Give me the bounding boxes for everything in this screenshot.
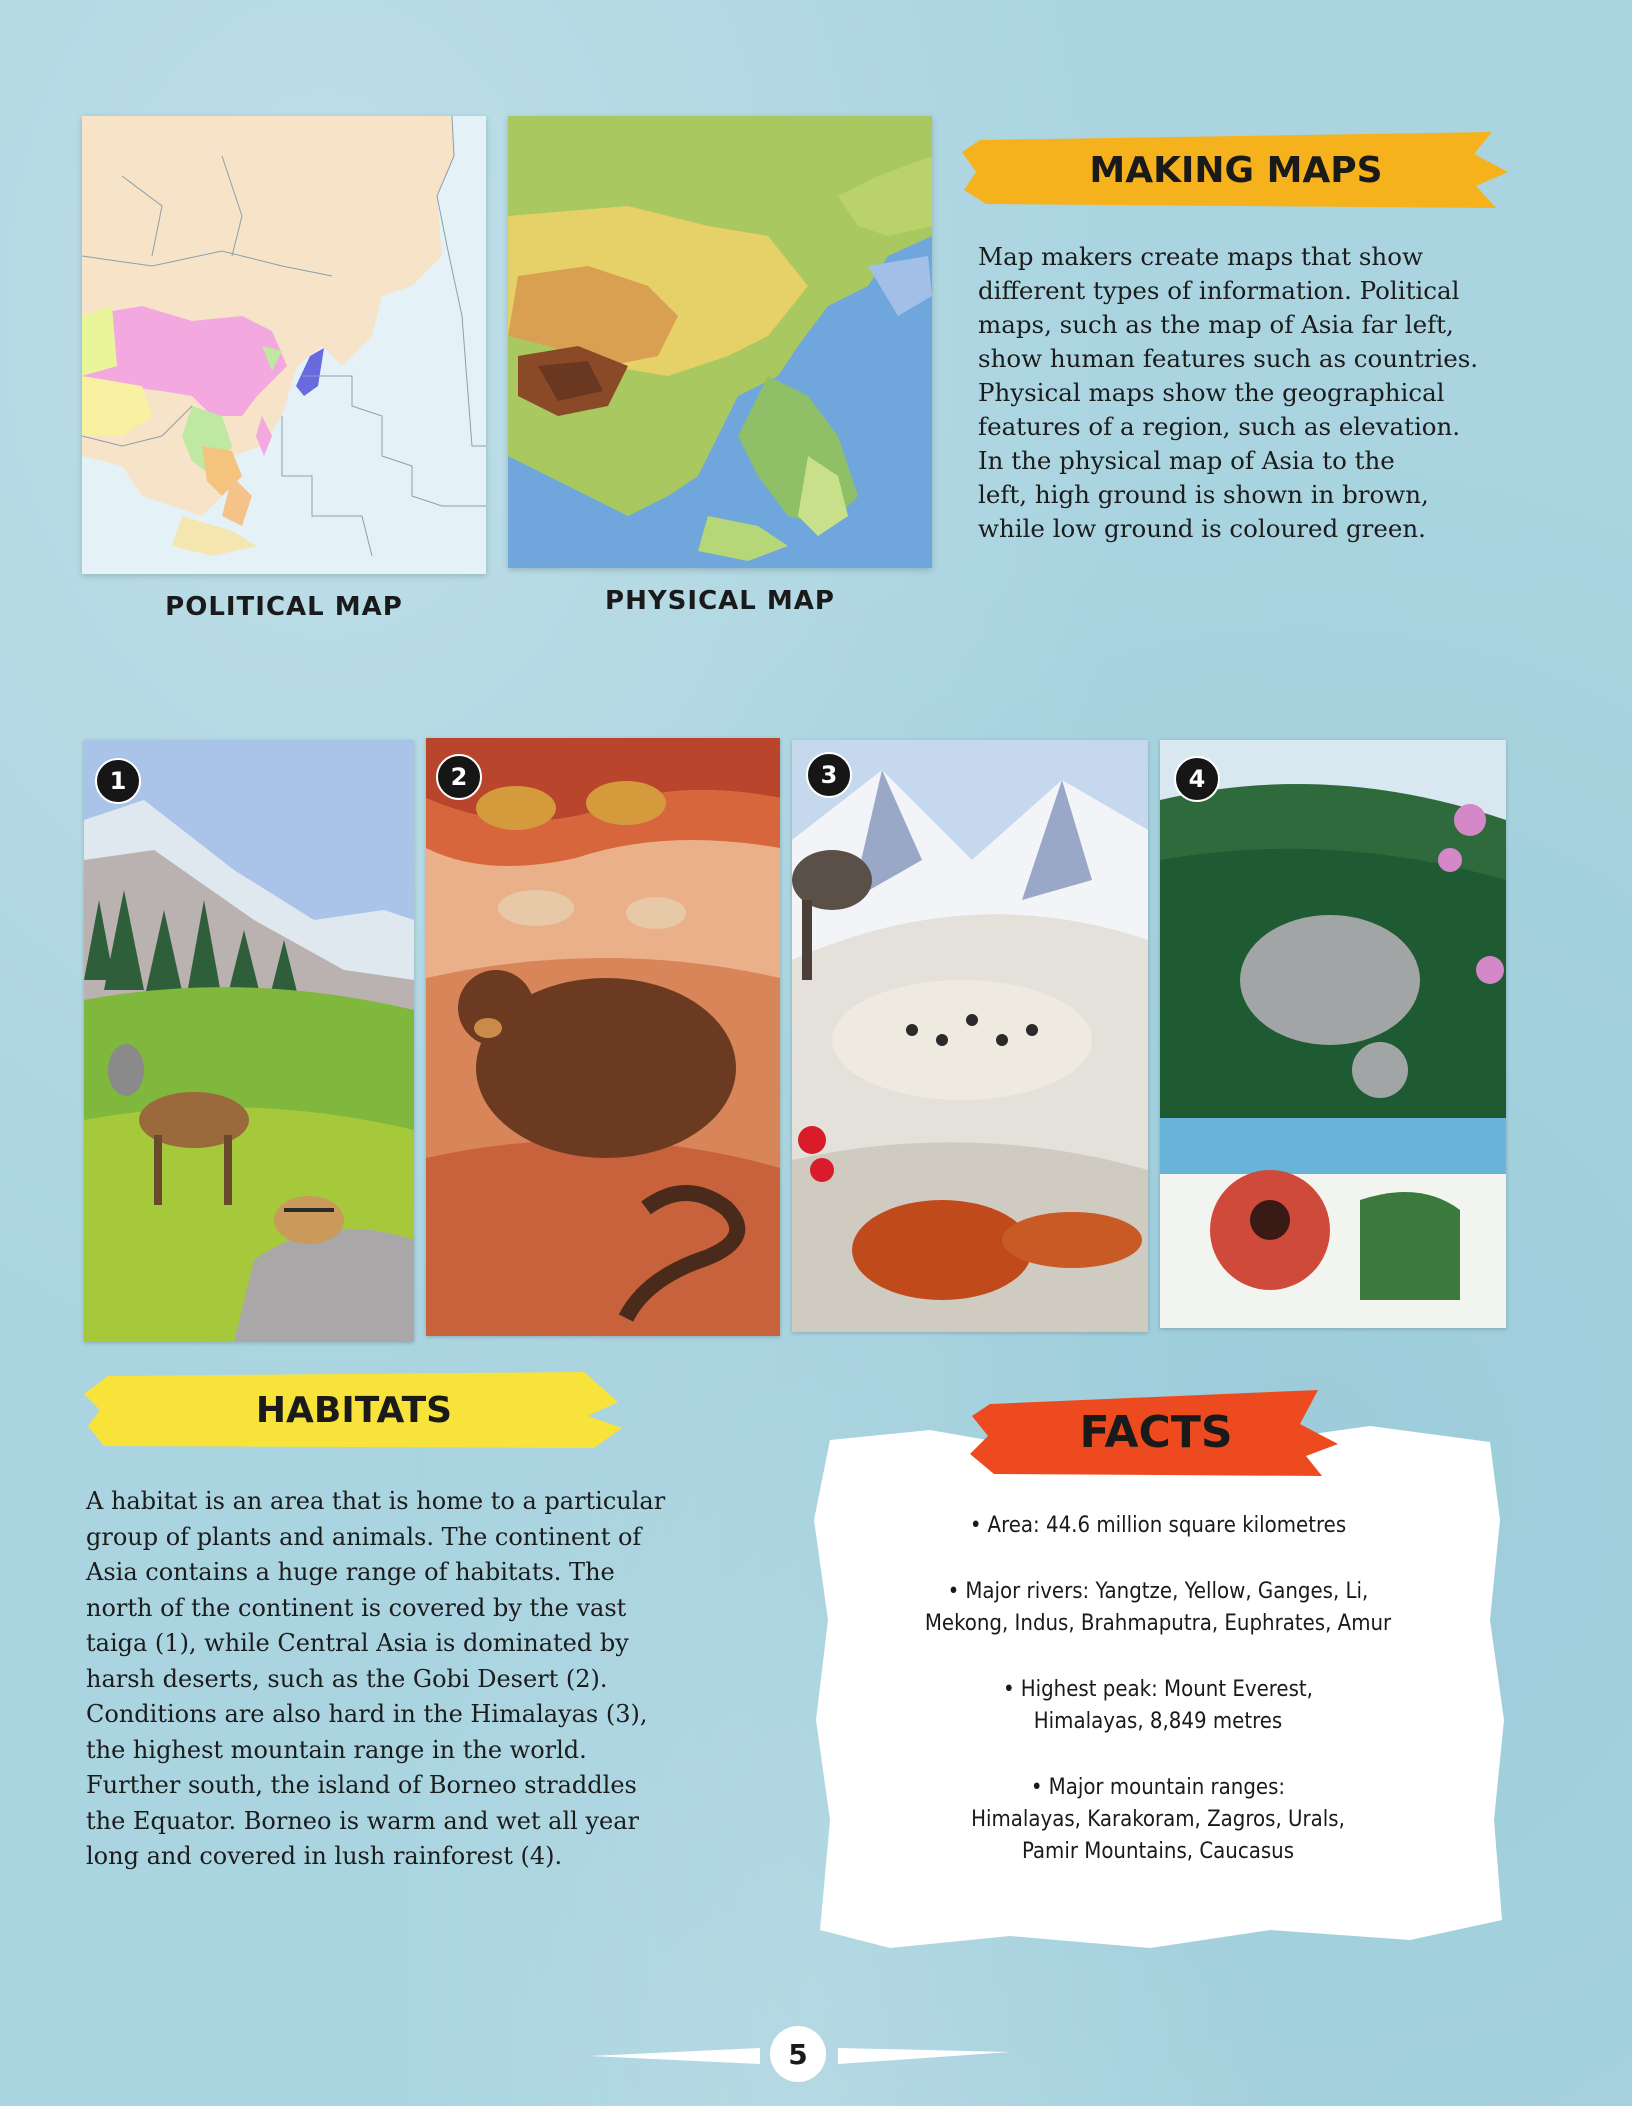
text-line: taiga (1), while Central Asia is dominated by — [86, 1629, 629, 1657]
text-line: In the physical map of Asia to the — [978, 446, 1395, 475]
text-line: Physical maps show the geographical — [978, 378, 1445, 407]
fact-text: Himalayas, 8,849 metres — [1033, 1709, 1283, 1734]
habitats-banner — [84, 1368, 624, 1452]
desert-illustration — [426, 738, 780, 1336]
panel-number-badge: 2 — [436, 754, 482, 800]
political-map-illustration — [82, 116, 486, 574]
text-line: features of a region, such as elevation. — [978, 412, 1461, 441]
page-number: 5 — [770, 2026, 826, 2082]
text-line: long and covered in lush rainforest (4). — [86, 1842, 563, 1870]
text-line: maps, such as the map of Asia far left, — [978, 310, 1454, 339]
habitats-paragraph — [86, 1484, 706, 1875]
text-line: harsh deserts, such as the Gobi Desert (2). — [86, 1664, 608, 1693]
panel-number-badge: 3 — [806, 752, 852, 798]
bullet: • — [1003, 1677, 1015, 1702]
snow-leopard-illustration — [832, 980, 1092, 1100]
text-line: the Equator. Borneo is warm and wet all year — [86, 1806, 640, 1835]
bullet: • — [1030, 1775, 1043, 1800]
fact-item-rivers — [850, 1576, 1466, 1640]
text-line: Further south, the island of Borneo straddles — [86, 1771, 637, 1799]
taiga-illustration — [84, 740, 414, 1342]
text-line: the highest mountain range in the world. — [86, 1735, 587, 1764]
habitat-panel-rainforest — [1160, 740, 1506, 1328]
fact-text: Major mountain ranges: — [1048, 1775, 1286, 1800]
text-line: north of the continent is covered by the vast — [86, 1593, 627, 1622]
facts-box — [810, 1400, 1506, 1960]
himalayas-illustration — [792, 740, 1148, 1332]
bullet: • — [947, 1579, 960, 1604]
facts-heading: FACTS — [1079, 1406, 1233, 1458]
physical-map-illustration — [508, 116, 932, 568]
fact-text: Pamir Mountains, Caucasus — [1021, 1839, 1295, 1864]
text-line: Map makers create maps that show — [978, 242, 1423, 271]
making-maps-paragraph — [978, 240, 1518, 546]
rainforest-illustration — [1160, 740, 1506, 1328]
text-line: show human features such as countries. — [978, 344, 1479, 373]
panel-number-badge: 4 — [1174, 756, 1220, 802]
fact-text: Area: 44.6 million square kilometres — [987, 1513, 1347, 1538]
political-map-caption: POLITICAL MAP — [165, 592, 403, 622]
habitats-heading: HABITATS — [255, 1389, 453, 1431]
fact-item-mountains — [850, 1772, 1466, 1868]
chipmunk-illustration — [274, 1196, 344, 1244]
text-line: group of plants and animals. The continent of — [86, 1522, 642, 1551]
fact-text: Highest peak: Mount Everest, — [1020, 1677, 1313, 1702]
fact-item-peak — [850, 1674, 1466, 1738]
habitat-panel-taiga — [84, 740, 414, 1342]
text-line: left, high ground is shown in brown, — [978, 480, 1429, 509]
page-number-ornament — [590, 2018, 1010, 2088]
text-line: Asia contains a huge range of habitats. The — [86, 1558, 615, 1586]
physical-map — [508, 116, 932, 568]
bullet: • — [969, 1513, 982, 1538]
text-line: different types of information. Political — [978, 276, 1460, 305]
habitat-panel-desert — [426, 738, 780, 1336]
political-map — [82, 116, 486, 574]
rafflesia-flower-illustration — [1210, 1170, 1330, 1290]
habitat-panel-himalayas — [792, 740, 1148, 1332]
facts-banner — [970, 1384, 1342, 1480]
text-line: Conditions are also hard in the Himalayas (3), — [86, 1700, 648, 1728]
facts-list — [850, 1510, 1466, 1902]
text-line: A habitat is an area that is home to a particular — [86, 1487, 666, 1515]
making-maps-heading: MAKING MAPS — [1089, 149, 1383, 191]
physical-map-caption: PHYSICAL MAP — [605, 586, 835, 616]
text-line: while low ground is coloured green. — [978, 514, 1426, 543]
fact-text: Mekong, Indus, Brahmaputra, Euphrates, Amur — [924, 1611, 1392, 1636]
making-maps-banner — [962, 128, 1510, 212]
panel-number-badge: 1 — [95, 758, 141, 804]
fact-item-area — [850, 1510, 1466, 1542]
fact-text: Himalayas, Karakoram, Zagros, Urals, — [971, 1807, 1345, 1832]
fact-text: Major rivers: Yangtze, Yellow, Ganges, Li, — [965, 1579, 1369, 1604]
